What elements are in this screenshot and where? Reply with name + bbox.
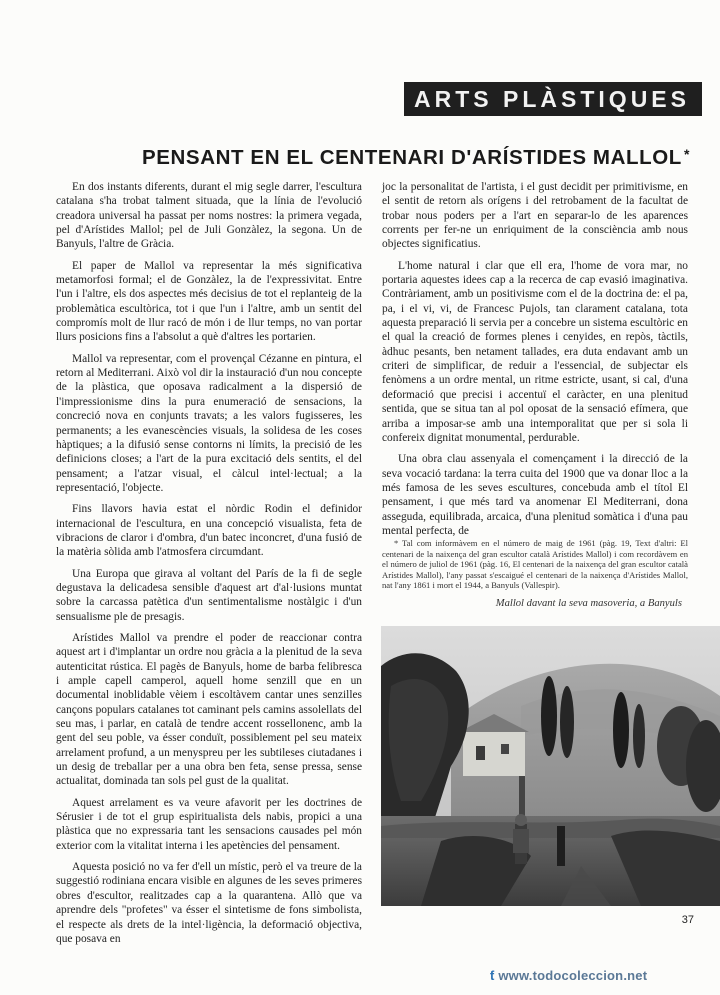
left-column (56, 180, 362, 953)
todocoleccion-icon: ƭ (490, 968, 495, 983)
paragraph: Una obra clau assenyala el començament i la direcció de la seva vocació tardana: la terra cuita del 1900 que va donar lloc a la més famosa de les seves escultures, concebuda amb el títol El pensament, i que més tard va anomenar El Mediterrani, dona asseguda, equilibrada, arcaica, d'una plenitud somàtica i d'una pau mental perfecta, de (382, 453, 688, 537)
paragraph: Aquesta posició no va fer d'ell un místic, però el va treure de la suggestió rodiniana encara visible en algunes de les seves primeres obres d'escultor, realitzades cap a la quarantena. Allò que va aprendre dels "profetes" va ésser el sintetisme de fons simbolista, el respecte als drets de la intel·ligència, la deformació objectiva, que posava en (56, 861, 362, 945)
photo-mallol-farmhouse (381, 626, 720, 906)
article-title (0, 146, 690, 170)
article-title-text: PENSANT EN EL CENTENARI D'ARÍSTIDES MALLOL (141, 146, 682, 169)
footnote-text: * Tal com informàvem en el número de maig de 1961 (pàg. 19, Text d'altri: El centenari de la naixença del gran escultor català Arístides Mallol) i com recordàvem en el número de juliol de 1961 (pàg. 16, El centenari de la naixença del gran escultor català Arístides Mallol), l'any passat s'escaigué el centenari de la naixença d'Arístides Mallol, nat l'any 1861 i mort el 1944, a Banyuls (Vallespir). (382, 538, 688, 591)
photo-caption: Mallol davant la seva masoveria, a Banyuls (495, 598, 682, 609)
paragraph: El paper de Mallol va representar la més significativa metamorfosi formal; el de Gonzàlez, la de l'expressivitat. Entre l'un i l'altre, els dos aspectes més decisius de tot el replanteig de la problemàtica escultòrica, tot i que l'un i l'altre, amb un sentit del compromís molt de llur racó de món i de llur temps, no van portar llurs posicions fins a l'absolut a què d'altres les portarien. (56, 259, 362, 344)
paragraph: Fins llavors havia estat el nòrdic Rodin el definidor internacional de l'escultura, en una concepció visualista, feta de vibracions de claror i d'ombra, d'un batec inconcret, d'una fusió de la matèria sòlida amb l'atmosfera circumdant. (56, 503, 362, 559)
section-banner: ARTS PLÀSTIQUES (404, 82, 702, 116)
footnote-mark: * (683, 146, 690, 162)
paragraph: Una Europa que girava al voltant del París de la fi de segle degustava la delicadesa sensible d'aquest art d'al·lusions muntat sobre la carcassa patètica d'un sentimentalisme nostàlgic i d'un sensualisme ple de presagis. (56, 567, 362, 623)
photo-illustration (381, 626, 720, 906)
paragraph: Aquest arrelament es va veure afavorit per les doctrines de Sérusier i de tot el grup espiritualista dels nabis, propici a una plàstica que no expressaria tant les sensacions causades pel món exterior com la vitalitat interna i les apetències del pensament. (56, 796, 362, 852)
paragraph: Arístides Mallol va prendre el poder de reaccionar contra aquest art i d'implantar un ordre nou gràcia a la plenitud de la seva autenticitat rústica. El pagès de Banyuls, home de barba felibresca i ample capell camperol, aquell home senzill que en un documental inoblidable vèiem i escoltàvem cantar unes senzilles cançons populars catalanes tot caminant pels camins assolellats del seu mas, i parlar, en català de tendre accent rossellonenc, amb la gent del seu poble, va ésser conduït, possiblement pel seu mateix arrelament profund, a un menyspreu per les subtileses ciutadanes i un desig de treballar per a una obra ben feta, sense pressa, sense actualitat, dominada tan sols pel gust de la qualitat. (56, 631, 362, 788)
footnote (382, 538, 688, 591)
watermark-text: www.todocoleccion.net (498, 968, 648, 983)
paragraph: Mallol va representar, com el provençal Cézanne en pintura, el retorn al Mediterrani. Això vol dir la instauració d'un nou concepte de la plàstica, que oposava radicalment a la dispersió de l'impressionisme dins la pura enumeració de sensacions, la concreció nova en conjunts travats; a les valors fugisseres, les permanents; a les evanescències visuals, la solidesa de les coses hàptiques; a la difusió sense contorns ni límits, la precisió de les definicions closes; a l'art de la pura excitació dels sentits, el del pensament; a l'atzar visual, el càlcul intel·lectual; a la representació, l'objecte. (56, 352, 362, 494)
page-number: 37 (681, 914, 694, 926)
paragraph: joc la personalitat de l'artista, i el gust decidit per primitivisme, en el sentit de retorn als orígens i del retrobament de la facultat de trobar nous poders per a l'art en separar-lo de les aparences corrents per fer-ne un enriquiment de la consciència amb nous objectes significatius. (382, 181, 688, 251)
paragraph: En dos instants diferents, durant el mig segle darrer, l'escultura catalana s'ha trobat talment situada, que la línia de l'evolució creadora universal ha passat per noms nostres: la primera vegada, pel d'Arístides Mallol; pel de Juli Gonzàlez, la segona. Un de Banyuls, l'altre de Gràcia. (56, 181, 362, 251)
right-column (382, 180, 688, 545)
paragraph: L'home natural i clar que ell era, l'home de vora mar, no portaria aquestes idees cap a la recerca de cap evasió imaginativa. Contràriament, amb un positivisme com el de la doctrina de: el pa, pa, i el vi, vi, de Francesc Pujols, tan clarament catalana, tota aquesta preparació li servia per a concebre un sistema escultòric en el qual la creació de formes plenes i cenyides, en repòs, tàctils, àdhuc pesants, ben netament tallades, era duta endavant amb un criteri de simplificar, de reduir a l'essencial, de subjectar els fenòmens a un ordre mental, un ritme estricte, usant, si cal, d'una deformació que precisi i accentuï el caràcter, en una plenitud sentida, que se situa tan al pol oposat de la sensació efímera, que arriba a imposar-se amb una intemporalitat que per si sola li confereix dignitat monumental, perdurable. (382, 259, 688, 444)
watermark (490, 968, 710, 986)
